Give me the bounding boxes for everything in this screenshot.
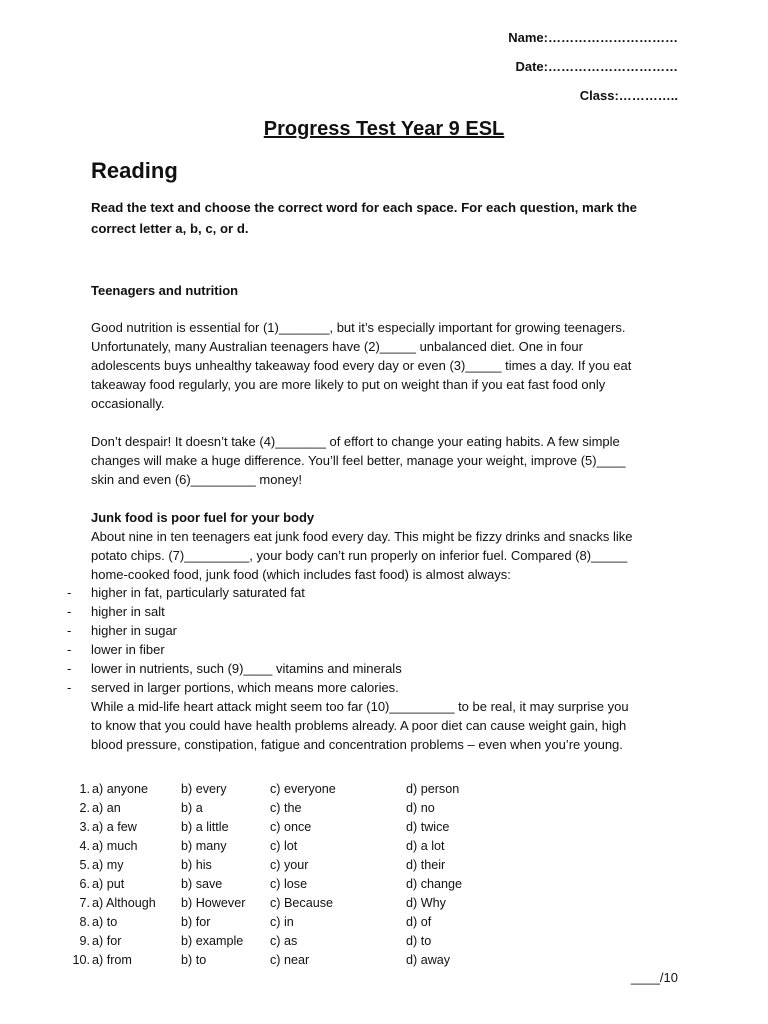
text-line: changes will make a huge difference. You’ll feel better, manage your weight, improve (5)____	[91, 453, 626, 468]
question-number: 6.	[79, 877, 90, 891]
instructions-line: correct letter a, b, c, or d.	[91, 221, 249, 236]
option-d: d) their	[406, 858, 446, 872]
text-line: Don’t despair! It doesn’t take (4)_______ of effort to change your eating habits. A few simple	[91, 434, 620, 449]
paragraph-1	[91, 318, 691, 413]
option-row	[62, 932, 526, 951]
option-d: d) change	[406, 877, 463, 891]
option-c: c) Because	[270, 896, 333, 910]
option-d: d) Why	[406, 896, 446, 910]
option-a: a) Although	[92, 896, 156, 910]
name-field: Name:…………………………	[508, 30, 678, 45]
question-number: 5.	[79, 858, 90, 872]
option-c: c) lot	[270, 839, 298, 853]
option-b: b) a	[181, 801, 203, 815]
bullet-marker: -	[67, 623, 72, 638]
question-number: 9.	[79, 934, 90, 948]
option-a: a) from	[92, 953, 132, 967]
option-d: d) no	[406, 801, 435, 815]
option-row	[62, 913, 526, 932]
option-a: a) much	[92, 839, 138, 853]
bullet-list	[67, 583, 402, 697]
option-d: d) away	[406, 953, 451, 967]
list-item	[67, 602, 402, 621]
bullet-marker: -	[67, 585, 72, 600]
option-c: c) in	[270, 915, 294, 929]
list-item	[67, 621, 402, 640]
option-b: b) to	[181, 953, 207, 967]
text-line: Unfortunately, many Australian teenagers have (2)_____ unbalanced diet. One in four	[91, 339, 583, 354]
list-item-text: higher in fat, particularly saturated fat	[91, 585, 305, 600]
option-d: d) to	[406, 934, 432, 948]
option-c: c) lose	[270, 877, 308, 891]
text-line: occasionally.	[91, 396, 165, 411]
list-item-text: lower in nutrients, such (9)____ vitamins and minerals	[91, 661, 402, 676]
option-a: a) my	[92, 858, 124, 872]
page-title: Progress Test Year 9 ESL	[263, 118, 505, 140]
text-line: While a mid-life heart attack might seem too far (10)_________ to be real, it may surprise you	[91, 699, 629, 714]
bullet-marker: -	[67, 661, 72, 676]
paragraph-2	[91, 432, 691, 489]
list-item	[67, 659, 402, 678]
option-c: c) your	[270, 858, 309, 872]
option-b: b) for	[181, 915, 211, 929]
option-a: a) put	[92, 877, 125, 891]
text-line: About nine in ten teenagers eat junk food every day. This might be fizzy drinks and snacks like	[91, 529, 633, 544]
text-line: potato chips. (7)_________, your body can’t run properly on inferior fuel. Compared (8)_____	[91, 548, 628, 563]
class-field: Class:…………..	[579, 88, 678, 103]
option-c: c) once	[270, 820, 312, 834]
list-item-text: lower in fiber	[91, 642, 165, 657]
text-line: to know that you could have health problems already. A poor diet can cause weight gain, high	[91, 718, 627, 733]
instructions	[91, 197, 661, 239]
option-a: a) a few	[92, 820, 137, 834]
list-item-text: served in larger portions, which means more calories.	[91, 680, 399, 695]
option-b: b) many	[181, 839, 227, 853]
section-heading: Reading	[91, 158, 178, 183]
option-c: c) near	[270, 953, 310, 967]
text-line: takeaway food regularly, you are more likely to put on weight than if you eat fast food only	[91, 377, 606, 392]
option-d: d) twice	[406, 820, 450, 834]
question-number: 4.	[79, 839, 90, 853]
option-row	[62, 875, 526, 894]
option-b: b) a little	[181, 820, 229, 834]
option-a: a) to	[92, 915, 118, 929]
paragraph-4	[91, 697, 691, 754]
answer-options	[62, 780, 526, 970]
paragraph-3	[91, 508, 691, 584]
option-b: b) However	[181, 896, 246, 910]
option-c: c) everyone	[270, 782, 336, 796]
list-item	[67, 678, 402, 697]
question-number: 1.	[79, 782, 90, 796]
option-b: b) his	[181, 858, 212, 872]
date-field: Date:…………………………	[515, 59, 678, 74]
list-item	[67, 583, 402, 602]
option-c: c) as	[270, 934, 298, 948]
option-a: a) an	[92, 801, 121, 815]
list-item-text: higher in salt	[91, 604, 165, 619]
text-line: adolescents buys unhealthy takeaway food every day or even (3)_____ times a day. If you eat	[91, 358, 632, 373]
option-b: b) example	[181, 934, 244, 948]
text-line: Good nutrition is essential for (1)_______, but it’s especially important for growing teenagers.	[91, 320, 626, 335]
option-row	[62, 856, 526, 875]
option-c: c) the	[270, 801, 302, 815]
option-d: d) of	[406, 915, 432, 929]
option-row	[62, 894, 526, 913]
bullet-marker: -	[67, 642, 72, 657]
text-line: blood pressure, constipation, fatigue and concentration problems – even when you’re young.	[91, 737, 623, 752]
option-a: a) anyone	[92, 782, 149, 796]
question-number: 2.	[79, 801, 90, 815]
list-item	[67, 640, 402, 659]
option-row	[62, 951, 526, 970]
option-d: d) a lot	[406, 839, 445, 853]
text-line: home-cooked food, junk food (which includes fast food) is almost always:	[91, 567, 511, 582]
option-row	[62, 818, 526, 837]
option-d: d) person	[406, 782, 460, 796]
option-row	[62, 780, 526, 799]
question-number: 10.	[72, 953, 90, 967]
question-number: 8.	[79, 915, 90, 929]
option-row	[62, 799, 526, 818]
question-number: 3.	[79, 820, 90, 834]
bullet-marker: -	[67, 680, 72, 695]
list-item-text: higher in sugar	[91, 623, 177, 638]
text-line: skin and even (6)_________ money!	[91, 472, 303, 487]
option-a: a) for	[92, 934, 122, 948]
text-subtitle: Teenagers and nutrition	[91, 283, 239, 298]
option-row	[62, 837, 526, 856]
question-number: 7.	[79, 896, 90, 910]
bullet-marker: -	[67, 604, 72, 619]
junk-food-heading: Junk food is poor fuel for your body	[91, 510, 315, 525]
instructions-line: Read the text and choose the correct word for each space. For each question, mark the	[91, 200, 637, 215]
option-b: b) save	[181, 877, 223, 891]
option-b: b) every	[181, 782, 227, 796]
score-field: ____/10	[631, 970, 678, 985]
